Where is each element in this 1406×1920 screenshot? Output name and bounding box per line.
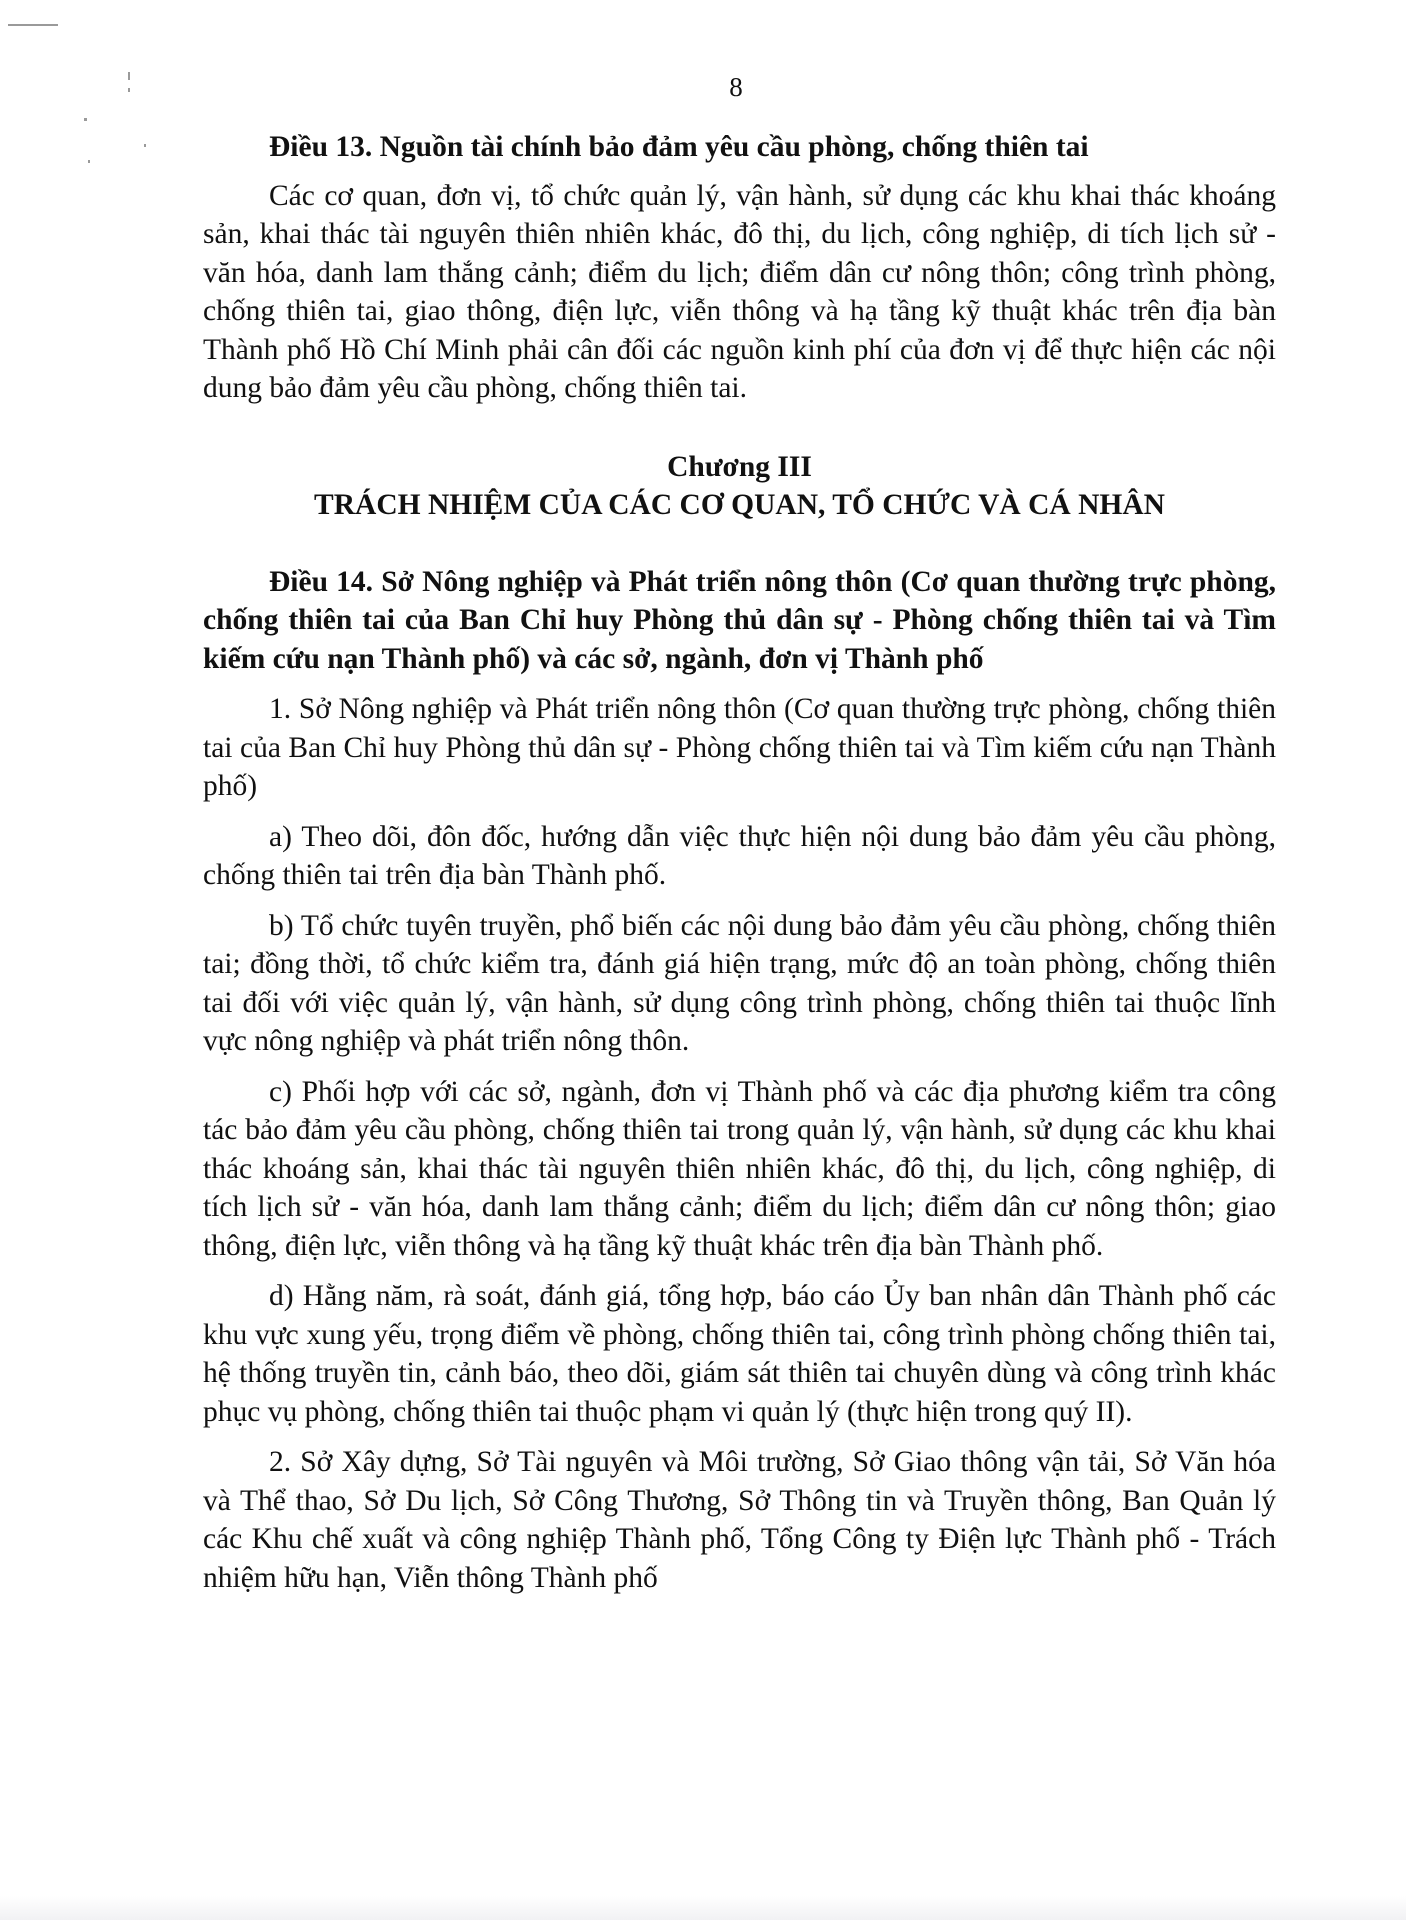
chapter-heading: [203, 448, 1276, 525]
article-14-item-1c: c) Phối hợp với các sở, ngành, đơn vị Thành phố và các địa phương kiểm tra công tác bảo đảm yêu cầu phòng, chống thiên tai trong quản lý, vận hành, sử dụng các khu khai thác khoáng sản, khai thác tài nguyên thiên nhiên khác, đô thị, du lịch, công nghiệp, di tích lịch sử - văn hóa, danh lam thắng cảnh; điểm du lịch; điểm dân cư nông thôn; giao thông, điện lực, viễn thông và hạ tầng kỹ thuật khác trên địa bàn Thành phố.: [203, 1075, 1276, 1262]
article-13-body: Các cơ quan, đơn vị, tổ chức quản lý, vận hành, sử dụng các khu khai thác khoáng sản, khai thác tài nguyên thiên nhiên khác, đô thị, du lịch, công nghiệp, di tích lịch sử - văn hóa, danh lam thắng cảnh; điểm du lịch; điểm dân cư nông thôn; công trình phòng, chống thiên tai, giao thông, điện lực, viễn thông và hạ tầng kỹ thuật khác trên địa bàn Thành phố Hồ Chí Minh phải cân đối các nguồn kinh phí của đơn vị để thực hiện các nội dung bảo đảm yêu cầu phòng, chống thiên tai.: [203, 179, 1276, 404]
scan-artifact-dot: [84, 118, 87, 121]
page-number: 8: [729, 72, 743, 102]
scan-artifact-dot: [144, 144, 146, 147]
article-14-title: Điều 14. Sở Nông nghiệp và Phát triển nông thôn (Cơ quan thường trực phòng, chống thiên tai của Ban Chỉ huy Phòng thủ dân sự - Phòng chống thiên tai và Tìm kiếm cứu nạn Thành phố) và các sở, ngành, đơn vị Thành phố: [203, 565, 1276, 675]
article-14-item-2: 2. Sở Xây dựng, Sở Tài nguyên và Môi trường, Sở Giao thông vận tải, Sở Văn hóa và Thể thao, Sở Du lịch, Sở Công Thương, Sở Thông tin và Truyền thông, Ban Quản lý các Khu chế xuất và công nghiệp Thành phố, Tổng Công ty Điện lực Thành phố - Trách nhiệm hữu hạn, Viễn thông Thành phố: [203, 1446, 1276, 1594]
chapter-number: Chương III: [667, 450, 812, 483]
article-14-item-1d: d) Hằng năm, rà soát, đánh giá, tổng hợp, báo cáo Ủy ban nhân dân Thành phố các khu vực xung yếu, trọng điểm về phòng, chống thiên tai, công trình phòng chống thiên tai, hệ thống truyền tin, cảnh báo, theo dõi, giám sát thiên tai chuyên dùng và công trình khác phục vụ phòng, chống thiên tai thuộc phạm vi quản lý (thực hiện trong quý II).: [203, 1280, 1276, 1428]
article-13-title: Điều 13. Nguồn tài chính bảo đảm yêu cầu phòng, chống thiên tai: [269, 131, 1089, 163]
article-14-item-1b: b) Tổ chức tuyên truyền, phổ biến các nội dung bảo đảm yêu cầu phòng, chống thiên tai; đồng thời, tổ chức kiểm tra, đánh giá hiện trạng, mức độ an toàn phòng, chống thiên tai đối với việc quản lý, vận hành, sử dụng công trình phòng, chống thiên tai thuộc lĩnh vực nông nghiệp và phát triển nông thôn.: [203, 909, 1276, 1057]
scan-artifact-dot: [88, 160, 90, 163]
article-14-item-1a: a) Theo dõi, đôn đốc, hướng dẫn việc thực hiện nội dung bảo đảm yêu cầu phòng, chống thiên tai trên địa bàn Thành phố.: [203, 820, 1276, 891]
article-14-item-1: 1. Sở Nông nghiệp và Phát triển nông thôn (Cơ quan thường trực phòng, chống thiên tai của Ban Chỉ huy Phòng thủ dân sự - Phòng chống thiên tai và Tìm kiếm cứu nạn Thành phố): [203, 693, 1276, 802]
scan-artifact-line: [8, 24, 58, 26]
scan-bottom-edge: [0, 1896, 1406, 1920]
chapter-title: TRÁCH NHIỆM CỦA CÁC CƠ QUAN, TỔ CHỨC VÀ CÁ NHÂN: [314, 489, 1165, 521]
document-body: [203, 128, 1276, 1597]
